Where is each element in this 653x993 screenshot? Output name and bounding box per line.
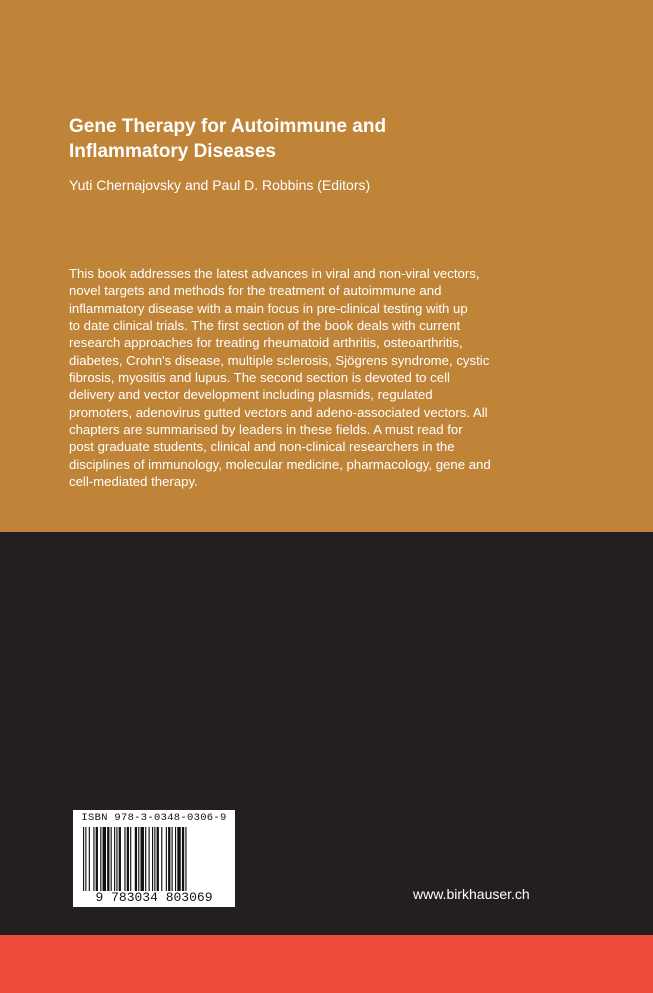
barcode-bar [175, 827, 176, 891]
barcode-bar [124, 827, 125, 891]
barcode-bar [111, 827, 112, 891]
barcode-bar [89, 827, 90, 891]
barcode-bar [130, 827, 131, 891]
ean-digits: 9 783034 803069 [95, 890, 213, 905]
barcode-bar [145, 827, 146, 891]
publisher-url: www.birkhauser.ch [413, 886, 530, 902]
barcode-bar [166, 827, 167, 891]
blurb-line: inflammatory disease with a main focus in pre-clinical testing with up [69, 300, 468, 316]
barcode-bar [154, 827, 155, 891]
cover-bottom-band [0, 935, 653, 993]
book-title [69, 114, 589, 164]
barcode-bar [114, 827, 115, 891]
barcode-bar [141, 827, 144, 891]
barcode-bar [107, 827, 109, 891]
barcode-bar [116, 827, 117, 891]
book-blurb [69, 265, 569, 490]
isbn-barcode [73, 810, 235, 907]
book-title-line-2: Inflammatory Diseases [69, 141, 276, 162]
barcode-bar [152, 827, 153, 891]
barcode-bar [157, 827, 159, 891]
barcode-bar [93, 827, 94, 891]
blurb-line: chapters are summarised by leaders in these fields. A must read for [69, 422, 463, 438]
blurb-line: post graduate students, clinical and non-clinical researchers in the [69, 439, 455, 455]
blurb-line: to date clinical trials. The first section of the book deals with current [69, 318, 461, 334]
isbn-label: ISBN 978-3-0348-0306-9 [81, 812, 227, 824]
blurb-line: fibrosis, myositis and lupus. The second section is devoted to cell [69, 370, 450, 386]
barcode-bar [127, 827, 129, 891]
blurb-line: disciplines of immunology, molecular medicine, pharmacology, gene and [69, 456, 491, 472]
barcode-bar [149, 827, 150, 891]
barcode-bar [182, 827, 184, 891]
barcode-bar [185, 827, 186, 891]
barcode-bar [83, 827, 84, 891]
barcode-bar [85, 827, 86, 891]
book-editors: Yuti Chernajovsky and Paul D. Robbins (Editors) [69, 177, 371, 193]
barcode-bar [138, 827, 139, 891]
barcode-bar [119, 827, 121, 891]
barcode-bar [135, 827, 137, 891]
barcode-bar [96, 827, 98, 891]
barcode-bar [161, 827, 162, 891]
barcode-bar [177, 827, 180, 891]
blurb-line: diabetes, Crohn's disease, multiple sclerosis, Sjögrens syndrome, cystic [69, 352, 490, 368]
barcode-bar [103, 827, 106, 891]
book-title-line-1: Gene Therapy for Autoimmune and [69, 116, 387, 137]
blurb-line: cell-mediated therapy. [69, 474, 198, 490]
barcode-bar [100, 827, 101, 891]
blurb-line: novel targets and methods for the treatment of autoimmune and [69, 283, 442, 299]
barcode-bars [81, 827, 227, 891]
blurb-line: promoters, adenovirus gutted vectors and adeno-associated vectors. All [69, 404, 488, 420]
blurb-line: This book addresses the latest advances in viral and non-viral vectors, [69, 266, 480, 281]
barcode-bar [168, 827, 170, 891]
barcode-bar [172, 827, 173, 891]
blurb-line: delivery and vector development including plasmids, regulated [69, 387, 433, 403]
blurb-line: research approaches for treating rheumatoid arthritis, osteoarthritis, [69, 335, 463, 351]
